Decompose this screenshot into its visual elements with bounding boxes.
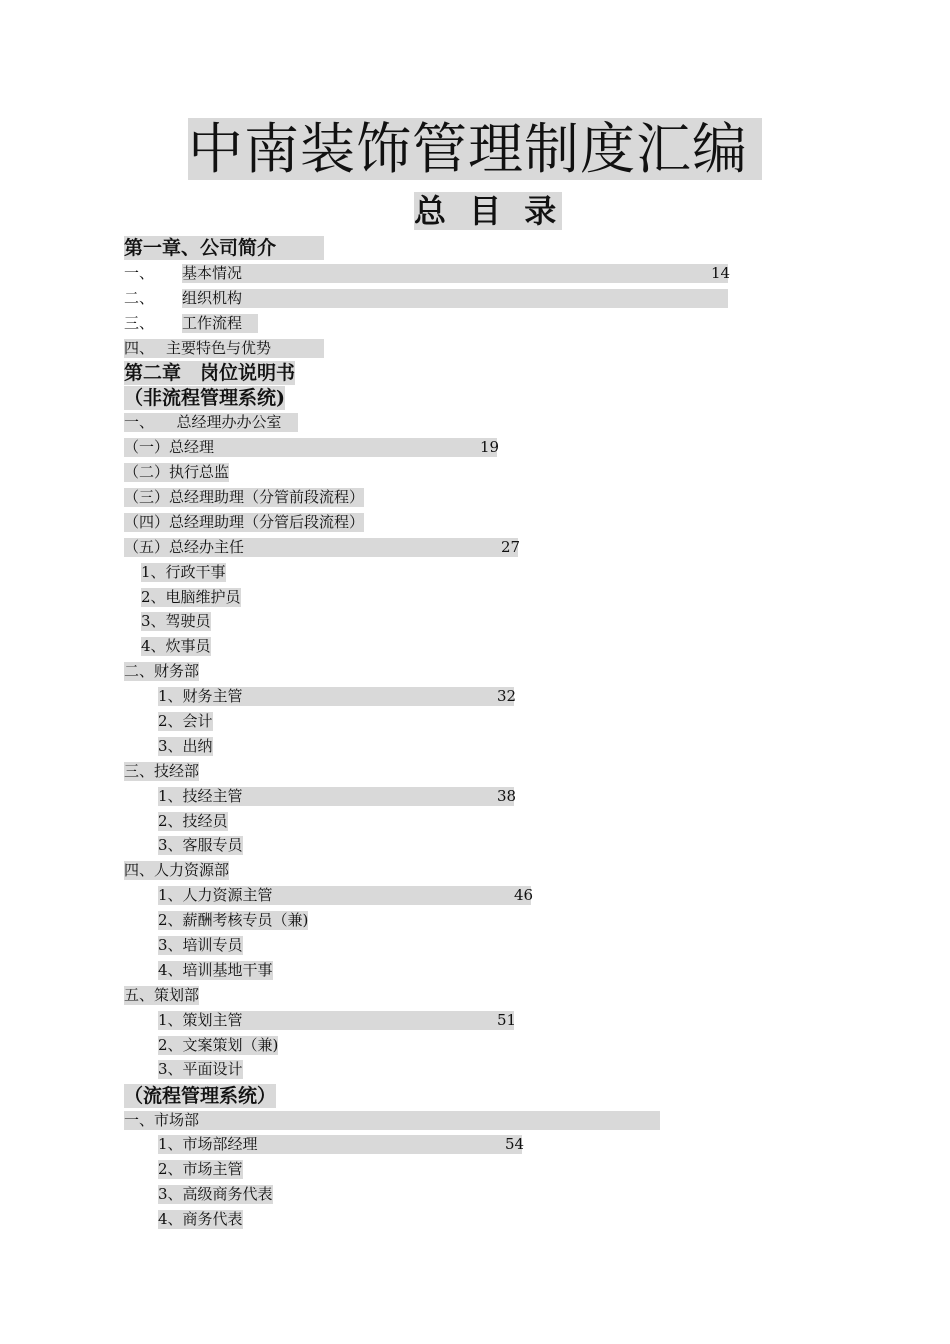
toc-entry[interactable]: 4、商务代表	[158, 1210, 243, 1228]
entry-label: 1、人力资源主管	[158, 886, 273, 904]
entry-highlight	[182, 264, 731, 283]
department-heading: 二、财务部	[124, 662, 200, 680]
entry-highlight	[124, 1111, 660, 1130]
toc-entry[interactable]: 4、炊事员	[141, 637, 211, 655]
toc-entry[interactable]: 3、客服专员	[158, 836, 243, 854]
toc-entry[interactable]: 3、驾驶员	[141, 612, 211, 630]
entry-label: 1、策划主管	[158, 1011, 243, 1029]
entry-label: 1、技经主管	[158, 787, 243, 805]
toc-entry[interactable]: 3、平面设计	[158, 1060, 243, 1078]
entry-number: 四、	[124, 339, 155, 357]
toc-entry[interactable]: （四）总经理助理（分管后段流程）	[124, 513, 365, 531]
toc-heading: 总 目 录	[414, 192, 563, 230]
entry-label: 1、市场部经理	[158, 1135, 258, 1153]
chapter-2-heading: 第二章 岗位说明书	[124, 362, 296, 384]
section-heading-process: （流程管理系统）	[124, 1085, 277, 1107]
entry-number: 三、	[124, 314, 155, 332]
entry-label: 主要特色与优势	[166, 339, 272, 357]
entry-highlight	[182, 289, 728, 308]
chapter-1-heading: 第一章、公司简介	[124, 236, 324, 260]
entry-page: 32	[497, 687, 517, 705]
toc-entry[interactable]: 2、技经员	[158, 812, 228, 830]
toc-entry[interactable]: 3、出纳	[158, 737, 213, 755]
entry-label: 1、财务主管	[158, 687, 243, 705]
department-heading: 一、 总经理办办公室	[124, 413, 298, 432]
toc-entry[interactable]	[124, 289, 728, 308]
toc-entry[interactable]: 2、会计	[158, 712, 213, 730]
department-heading: 五、策划部	[124, 986, 200, 1004]
entry-label: （一）总经理	[124, 438, 215, 456]
toc-entry[interactable]: 1、行政干事	[141, 563, 226, 581]
entry-page: 19	[480, 438, 500, 456]
toc-entry[interactable]: 2、文案策划（兼)	[158, 1036, 279, 1054]
entry-page: 38	[497, 787, 517, 805]
toc-entry[interactable]: 3、高级商务代表	[158, 1185, 273, 1203]
section-heading-non-process: （非流程管理系统)	[124, 387, 285, 409]
department-heading: 三、技经部	[124, 762, 200, 780]
entry-label: 工作流程	[182, 314, 243, 332]
toc-entry[interactable]: 4、培训基地干事	[158, 961, 273, 979]
department-heading: 四、人力资源部	[124, 861, 230, 879]
toc-entry[interactable]: 2、电脑维护员	[141, 588, 241, 606]
toc-entry[interactable]: （三）总经理助理（分管前段流程）	[124, 488, 365, 506]
entry-page: 46	[514, 886, 534, 904]
document-title: 中南装饰管理制度汇编	[188, 118, 762, 180]
entry-page: 14	[711, 264, 731, 282]
toc-entry[interactable]: 3、培训专员	[158, 936, 243, 954]
toc-entry[interactable]: （二）执行总监	[124, 463, 230, 481]
entry-label: 组织机构	[182, 289, 243, 307]
toc-entry[interactable]	[124, 314, 243, 333]
entry-label: 基本情况	[182, 264, 243, 282]
entry-page: 27	[501, 538, 521, 556]
toc-entry[interactable]	[124, 264, 731, 283]
entry-number: 一、	[124, 264, 155, 282]
toc-entry[interactable]: 2、薪酬考核专员（兼)	[158, 911, 309, 929]
entry-number: 二、	[124, 289, 155, 307]
department-label: 一、市场部	[124, 1111, 200, 1129]
entry-page: 54	[505, 1135, 525, 1153]
toc-entry[interactable]: 2、市场主管	[158, 1160, 243, 1178]
entry-page: 51	[497, 1011, 517, 1029]
entry-label: （五）总经办主任	[124, 538, 245, 556]
